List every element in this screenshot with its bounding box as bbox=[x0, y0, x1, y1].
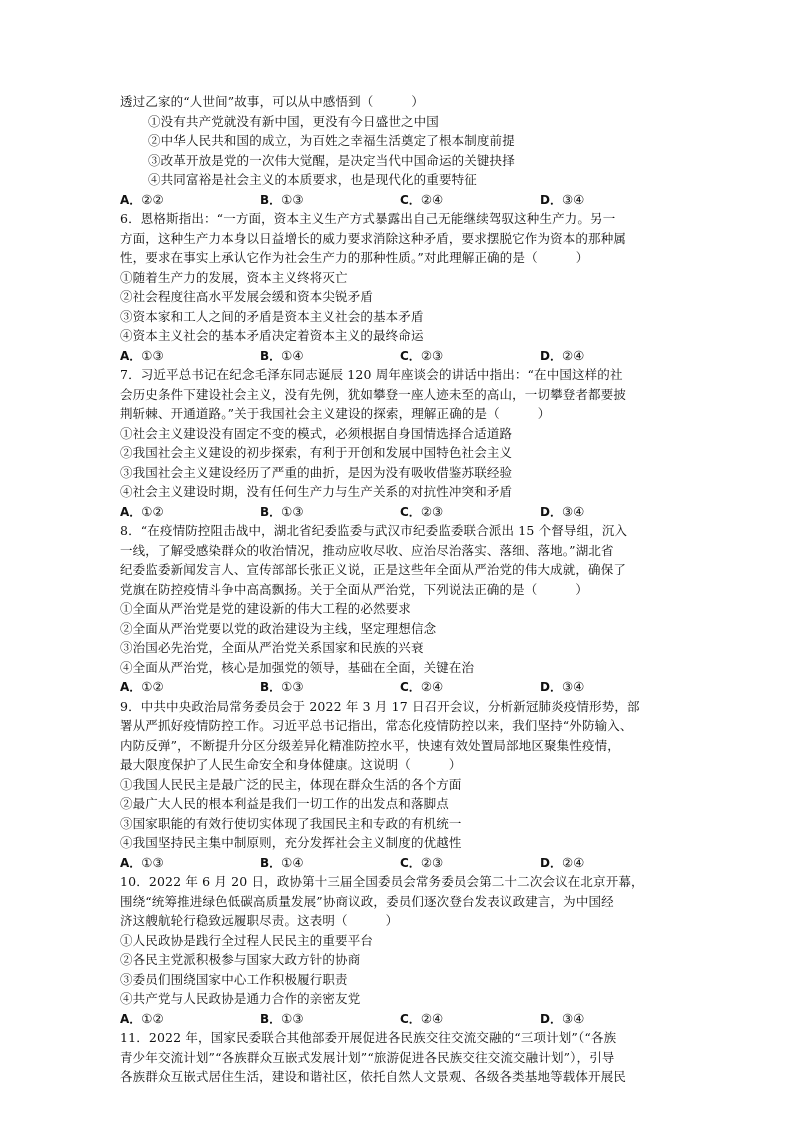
option-d[interactable]: D．③④ bbox=[540, 191, 585, 207]
question-11-stem-line: 11．2022 年，国家民委联合其他部委开展促进各民族交往交流交融的“三项计划”（“各族 bbox=[120, 1030, 617, 1045]
question-5-options bbox=[120, 190, 680, 210]
question-6-stem-line: 方面，这种生产力本身以日益增长的威力要求消除这种矛盾，要求摆脱它作为资本的那种属 bbox=[120, 230, 627, 246]
exam-content bbox=[120, 92, 680, 1087]
option-b[interactable]: B．①③ bbox=[260, 191, 304, 207]
question-8-item-3: ③治国必先治党，全面从严治党关系国家和民族的兴衰 bbox=[120, 640, 424, 655]
option-d[interactable]: D．③④ bbox=[540, 1010, 585, 1026]
option-c[interactable]: C．②③ bbox=[400, 503, 444, 519]
option-c[interactable]: C．②③ bbox=[400, 854, 444, 870]
option-b[interactable]: B．①③ bbox=[260, 679, 304, 694]
question-7 bbox=[120, 365, 680, 521]
question-5-item-3: ③改革开放是党的一次伟大觉醒，是决定当代中国命运的关键抉择 bbox=[148, 152, 515, 168]
question-5-item-1: ①没有共产党就没有新中国，更没有今日盛世之中国 bbox=[148, 113, 439, 129]
question-7-item-2: ②我国社会主义建设的初步探索，有利于开创和发展中国特色社会主义 bbox=[120, 445, 513, 460]
option-c[interactable]: C．②④ bbox=[400, 679, 444, 694]
question-10-stem-line: 济这艘航轮行稳致远履职尽责。这表明（ ） bbox=[120, 913, 399, 928]
question-9-item-4: ④我国坚持民主集中制原则，充分发挥社会主义制度的优越性 bbox=[120, 835, 462, 850]
option-a[interactable]: A．②② bbox=[120, 191, 164, 207]
question-9-item-1: ①我国人民民主是最广泛的民主，体现在群众生活的各个方面 bbox=[120, 776, 462, 792]
question-7-stem-line: 7．习近平总书记在纪念毛泽东同志诞辰 120 周年座谈会的讲话中指出：“在中国这样的社 bbox=[120, 367, 623, 382]
question-10-item-3: ③委员们围绕国家中心工作积极履行职责 bbox=[120, 971, 348, 987]
question-5 bbox=[120, 92, 680, 209]
question-6 bbox=[120, 209, 680, 365]
question-10-options bbox=[120, 1009, 680, 1029]
question-9 bbox=[120, 697, 680, 873]
option-a[interactable]: A．①③ bbox=[120, 854, 164, 870]
question-8-item-1: ①全面从严治党是党的建设新的伟大工程的必然要求 bbox=[120, 601, 411, 616]
question-9-item-3: ③国家职能的有效行使切实体现了我国民主和专政的有机统一 bbox=[120, 815, 462, 831]
question-8-stem-line: 8．“在疫情防控阻击战中，湖北省纪委监委与武汉市纪委监委联合派出 15 个督导组，沉入 bbox=[120, 523, 628, 538]
question-9-options bbox=[120, 853, 680, 873]
question-6-stem-line: 6．恩格斯指出：“一方面，资本主义生产方式暴露出自己无能继续驾驭这种生产力。另一 bbox=[120, 211, 616, 226]
question-8-item-4: ④全面从严治党，核心是加强党的领导，基础在全面，关键在治 bbox=[120, 659, 475, 675]
question-6-item-4: ④资本主义社会的基本矛盾决定着资本主义的最终命运 bbox=[120, 328, 424, 343]
question-10-item-1: ①人民政协是践行全过程人民民主的重要平台 bbox=[120, 932, 374, 948]
option-c[interactable]: C．②④ bbox=[400, 1010, 444, 1026]
question-8-stem-line: 党旗在防控疫情斗争中高高飘扬。关于全面从严治党，下列说法正确的是（ ） bbox=[120, 581, 589, 597]
question-9-stem-line: 署从严抓好疫情防控工作。习近平总书记指出，常态化疫情防控以来，我们坚持“外防输入、 bbox=[120, 718, 633, 733]
option-d[interactable]: D．③④ bbox=[540, 679, 585, 694]
question-6-item-1: ①随着生产力的发展，资本主义终将灭亡 bbox=[120, 269, 348, 285]
option-a[interactable]: A．①② bbox=[120, 1010, 164, 1026]
question-8-options bbox=[120, 677, 680, 697]
option-b[interactable]: B．①④ bbox=[260, 854, 304, 870]
option-a[interactable]: A．①② bbox=[120, 679, 164, 694]
question-6-stem-line: 性，要求在事实上承认它作为社会生产力的那种性质。”对此理解正确的是（ ） bbox=[120, 250, 589, 265]
option-b[interactable]: B．①③ bbox=[260, 503, 304, 519]
question-11 bbox=[120, 1028, 680, 1087]
option-b[interactable]: B．①③ bbox=[260, 1010, 304, 1026]
option-c[interactable]: C．②③ bbox=[400, 347, 444, 363]
question-5-stem: 透过乙家的“人世间”故事，可以从中感悟到（ ） bbox=[120, 94, 425, 109]
question-8-stem-line: 纪委监委新闻发言人、宣传部部长张正义说，正是这些年全面从严治党的伟大成就，确保了 bbox=[120, 562, 627, 577]
question-9-item-2: ②最广大人民的根本利益是我们一切工作的出发点和落脚点 bbox=[120, 796, 449, 811]
question-7-item-4: ④社会主义建设时期，没有任何生产力与生产关系的对抗性冲突和矛盾 bbox=[120, 484, 513, 499]
question-10 bbox=[120, 872, 680, 1028]
option-a[interactable]: A．①② bbox=[120, 503, 164, 519]
question-7-item-3: ③我国社会主义建设经历了严重的曲折，是因为没有吸收借鉴苏联经验 bbox=[120, 464, 513, 480]
option-b[interactable]: B．①④ bbox=[260, 347, 304, 363]
option-a[interactable]: A．①③ bbox=[120, 347, 164, 363]
question-10-stem-line: 围绕“统筹推进绿色低碳高质量发展”协商议政，委员们逐次登台发表议政建言，为中国经 bbox=[120, 893, 614, 909]
question-9-stem-line: 最大限度保护了人民生命安全和身体健康。这说明（ ） bbox=[120, 757, 462, 772]
question-6-item-2: ②社会程度往高水平发展会缓和资本尖锐矛盾 bbox=[120, 289, 374, 304]
question-9-stem-line: 9．中共中央政治局常务委员会于 2022 年 3 月 17 日召开会议，分析新冠肺炎疫情形势，部 bbox=[120, 698, 640, 714]
question-10-stem-line: 10．2022 年 6 月 20 日，政协第十三届全国委员会常务委员会第二十二次会议在北京开幕， bbox=[120, 874, 644, 889]
question-11-stem-line: 青少年交流计划”“各族群众互嵌式发展计划”“旅游促进各民族交往交流交融计划”），引导 bbox=[120, 1049, 615, 1065]
question-7-stem-line: 荆斩棘、开通道路。”关于我国社会主义建设的探索，理解正确的是（ ） bbox=[120, 406, 551, 421]
question-8-item-2: ②全面从严治党要以党的政治建设为主线，坚定理想信念 bbox=[120, 620, 437, 636]
question-9-stem-line: 内防反弹”，不断提升分区分级差异化精准防控水平，快速有效处置局部地区聚集性疫情， bbox=[120, 737, 620, 753]
question-8-stem-line: 一线，了解受感染群众的收治情况，推动应收尽收、应治尽治落实、落细、落地。”湖北省 bbox=[120, 542, 614, 558]
question-6-item-3: ③资本家和工人之间的矛盾是资本主义社会的基本矛盾 bbox=[120, 308, 424, 324]
question-7-item-1: ①社会主义建设没有固定不变的模式，必须根据自身国情选择合适道路 bbox=[120, 425, 513, 441]
option-d[interactable]: D．②④ bbox=[540, 854, 585, 870]
option-d[interactable]: D．③④ bbox=[540, 503, 585, 519]
question-6-options bbox=[120, 346, 680, 366]
question-5-item-4: ④共同富裕是社会主义的本质要求，也是现代化的重要特征 bbox=[148, 172, 477, 187]
option-c[interactable]: C．②④ bbox=[400, 191, 444, 207]
option-d[interactable]: D．②④ bbox=[540, 347, 585, 363]
question-7-stem-line: 会历史条件下建设社会主义，没有先例，犹如攀登一座人迹未至的高山，一切攀登者都要披 bbox=[120, 386, 627, 402]
question-11-stem-line: 各族群众互嵌式居住生活，建设和谐社区，依托自然人文景观、各级各类基地等载体开展民 bbox=[120, 1069, 627, 1084]
question-7-options bbox=[120, 502, 680, 522]
question-10-item-2: ②各民主党派积极参与国家大政方针的协商 bbox=[120, 952, 361, 967]
question-10-item-4: ④共产党与人民政协是通力合作的亲密友党 bbox=[120, 991, 361, 1006]
question-8 bbox=[120, 521, 680, 697]
question-5-item-2: ②中华人民共和国的成立，为百姓之幸福生活奠定了根本制度前提 bbox=[148, 133, 515, 148]
